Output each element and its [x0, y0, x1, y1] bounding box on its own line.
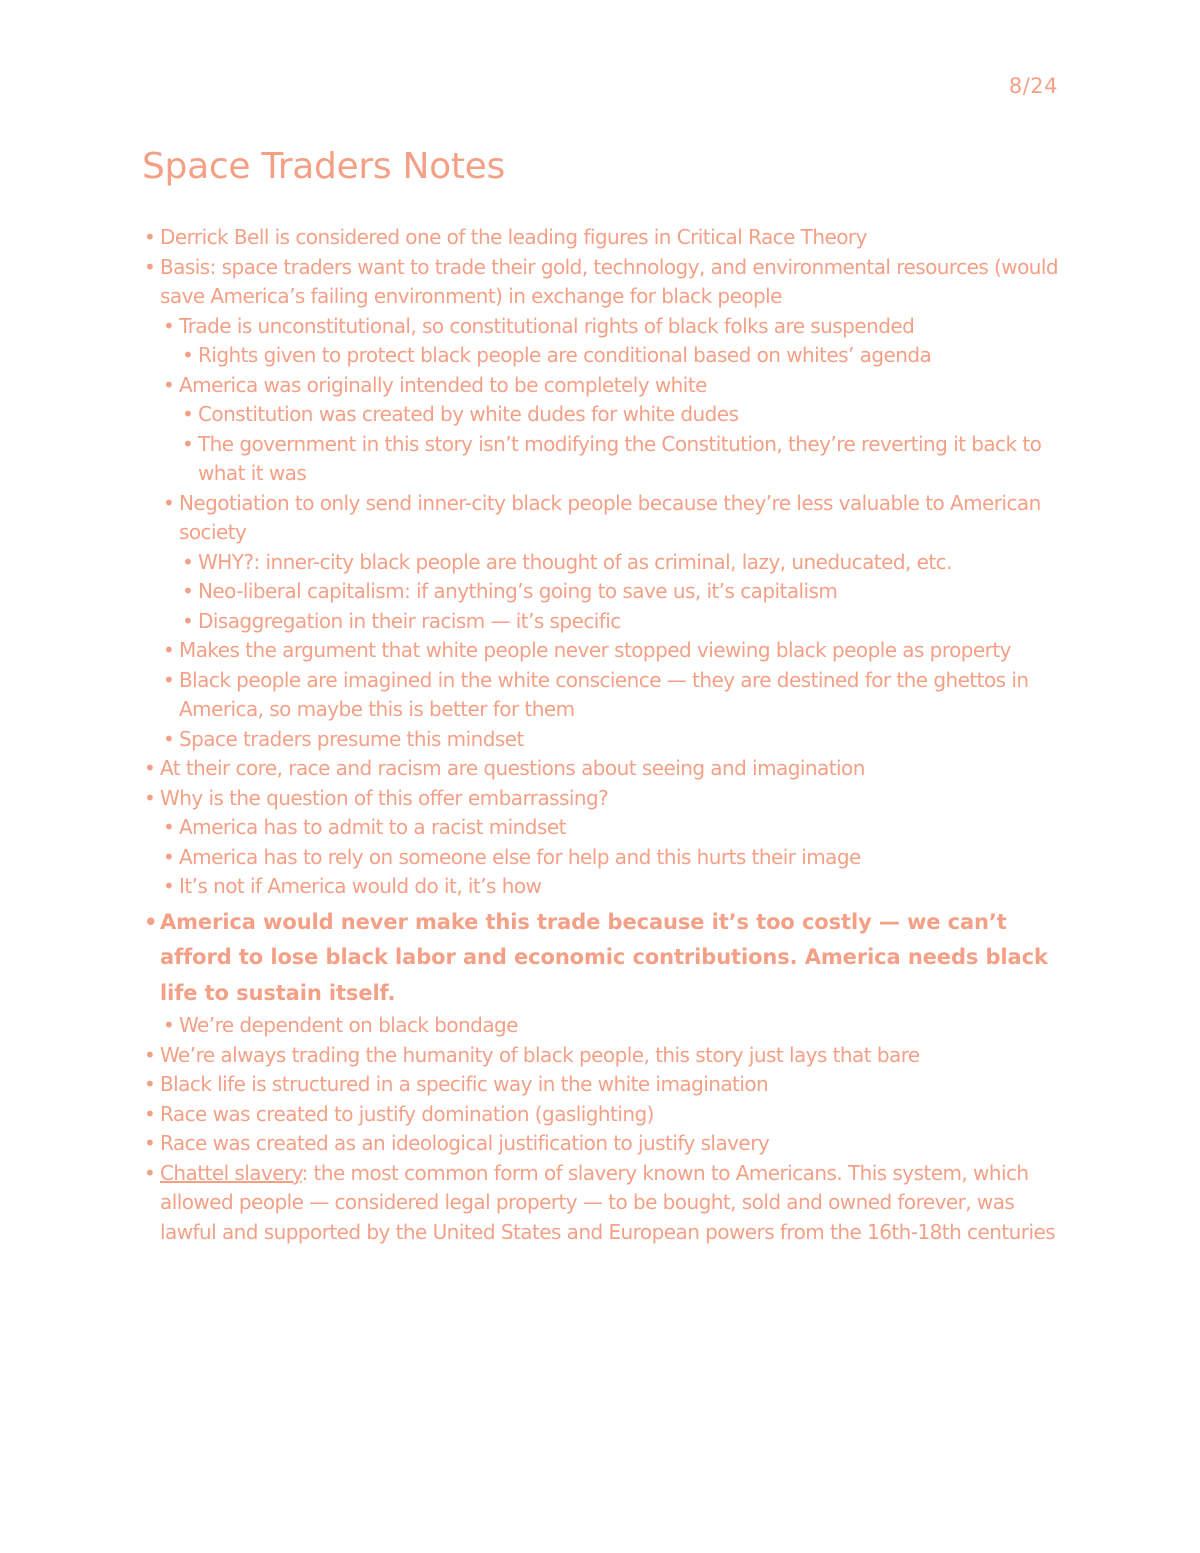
note-text: At their core, race and racism are questions about seeing and imagination	[160, 756, 865, 780]
note-item	[179, 813, 1072, 843]
note-text: Space traders presume this mindset	[179, 726, 524, 751]
note-item	[179, 636, 1072, 666]
note-item	[179, 725, 1072, 755]
note-item	[179, 666, 1072, 725]
note-text: Trade is unconstitutional, so constitutional rights of black folks are suspended	[179, 313, 915, 338]
note-item	[179, 1011, 1072, 1041]
note-item	[160, 223, 1072, 253]
note-item	[160, 1100, 1072, 1130]
note-text: It’s not if America would do it, it’s how	[179, 874, 542, 898]
note-item	[160, 1070, 1072, 1100]
note-item	[198, 400, 1072, 430]
note-item-definition	[160, 1159, 1072, 1248]
note-text: Race was created as an ideological justification to justify slavery	[160, 1131, 770, 1155]
note-item	[160, 754, 1072, 784]
note-item	[160, 1129, 1072, 1159]
note-text: Makes the argument that white people never stopped viewing black people as property	[179, 638, 1011, 662]
page-title: Space Traders Notes	[142, 146, 505, 187]
note-text: America was originally intended to be completely white	[179, 372, 707, 397]
note-text: We’re always trading the humanity of black people, this story just lays that bare	[160, 1042, 920, 1067]
note-item	[179, 489, 1072, 548]
note-text: The government in this story isn’t modifying the Constitution, they’re reverting it back to what it was	[198, 431, 1042, 485]
note-text: America would never make this trade because it’s too costly — we can’t afford to lose black labor and economic contributions. America needs black life to sustain itself.	[160, 909, 1048, 1005]
note-text: Basis: space traders want to trade their gold, technology, and environmental resources (would save America’s failing environment) in exchange for black people	[160, 254, 1059, 308]
page-date: 8/24	[1008, 74, 1058, 98]
note-text: Race was created to justify domination (gaslighting)	[160, 1101, 654, 1126]
note-item	[179, 843, 1072, 873]
note-item	[179, 371, 1072, 401]
note-text: America has to admit to a racist mindset	[179, 815, 566, 839]
note-text: WHY?: inner-city black people are thought of as criminal, lazy, uneducated, etc.	[198, 549, 952, 574]
note-text: Black people are imagined in the white conscience — they are destined for the ghettos in America, so maybe this is better for them	[179, 667, 1029, 721]
note-text: Disaggregation in their racism — it’s specific	[198, 608, 621, 633]
note-text: Negotiation to only send inner-city black people because they’re less valuable to American society	[179, 490, 1041, 544]
note-item	[198, 430, 1072, 489]
note-item	[160, 253, 1072, 312]
note-text: Black life is structured in a specific way in the white imagination	[160, 1072, 769, 1096]
note-item	[179, 872, 1072, 902]
defined-term: Chattel slavery	[160, 1160, 302, 1185]
note-item	[160, 1041, 1072, 1071]
note-text: Why is the question of this offer embarrassing?	[160, 785, 609, 810]
notes-list	[142, 223, 1072, 1247]
note-text: We’re dependent on black bondage	[179, 1013, 518, 1037]
note-text: Constitution was created by white dudes for white dudes	[198, 402, 739, 426]
note-item	[160, 784, 1072, 814]
note-text: Derrick Bell is considered one of the leading figures in Critical Race Theory	[160, 225, 867, 249]
note-text: Rights given to protect black people are conditional based on whites’ agenda	[198, 343, 932, 367]
definition-text: : the most common form of slavery known to Americans. This system, which allowed people — considered legal property — to be bought, sold and owned forever, was lawful and supported by the United States and European powers from the 16th-18th centuries	[160, 1160, 1056, 1244]
note-item	[198, 577, 1072, 607]
note-item	[179, 312, 1072, 342]
note-text: America has to rely on someone else for help and this hurts their image	[179, 844, 861, 869]
note-text: Neo-liberal capitalism: if anything’s going to save us, it’s capitalism	[198, 579, 838, 603]
note-item	[198, 548, 1072, 578]
note-item	[198, 341, 1072, 371]
note-item	[198, 607, 1072, 637]
note-item-highlight	[160, 905, 1072, 1012]
